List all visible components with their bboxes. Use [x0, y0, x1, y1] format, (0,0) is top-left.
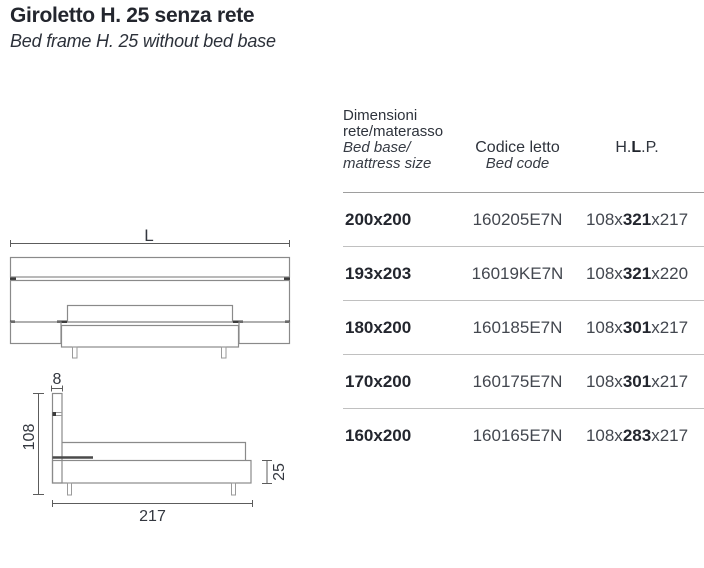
side-right-foot: [232, 483, 236, 495]
header-bed-code-en: Bed code: [485, 155, 550, 172]
size-cell: 160x200: [345, 425, 412, 445]
code-cell: 16019KE7N: [471, 263, 564, 283]
headboard-right-wing: [239, 322, 290, 344]
code-cell: 160185E7N: [472, 317, 563, 337]
spec-table: [343, 100, 704, 462]
front-right-foot: [222, 347, 227, 358]
hlp-cell: 108x283x217: [585, 425, 689, 445]
side-height-label: 108: [21, 423, 38, 451]
header-dimensions-it-line2: rete/materasso: [343, 123, 444, 140]
code-cell: 160205E7N: [472, 209, 563, 229]
header-bed-code-it: Codice letto: [475, 139, 560, 156]
code-cell: 160175E7N: [472, 371, 563, 391]
header-bed-code: [465, 140, 570, 172]
header-dimensions: [343, 108, 465, 172]
headboard-top-band: [11, 258, 290, 278]
header-dimensions-en-line1: Bed base/: [343, 139, 411, 156]
page-subtitle: Bed frame H. 25 without bed base: [10, 31, 276, 52]
hlp-cell: 108x321x217: [585, 209, 689, 229]
table-row: [343, 193, 704, 247]
front-width-label: L: [144, 226, 154, 245]
size-cell: 170x200: [345, 371, 412, 391]
hlp-cell: 108x301x217: [585, 317, 689, 337]
side-thickness-dimension: [51, 371, 63, 392]
hlp-cell: 108x301x217: [585, 371, 689, 391]
side-thickness-label: 8: [52, 371, 62, 388]
side-left-foot: [68, 483, 72, 495]
side-frame-height-dimension: [262, 461, 288, 484]
headboard-profile: [53, 394, 63, 484]
bed-frame-front: [62, 326, 239, 348]
front-width-dimension: [10, 226, 290, 247]
size-cell: 193x203: [345, 263, 412, 283]
headboard-body: [11, 281, 290, 323]
header-hlp: H.L.P.: [615, 139, 659, 156]
size-cell: 200x200: [345, 209, 412, 229]
side-depth-label: 217: [139, 508, 166, 525]
table-row: [343, 409, 704, 462]
side-height-dimension: [21, 393, 44, 495]
spec-table-header: [343, 100, 704, 193]
side-view-drawing: [21, 371, 288, 525]
size-cell: 180x200: [345, 317, 412, 337]
header-dimensions-it-line1: Dimensioni: [343, 107, 418, 124]
header-dimensions-en-line2: mattress size: [343, 155, 432, 172]
table-row: [343, 247, 704, 301]
headboard-left-wing: [11, 322, 62, 344]
hlp-cell: 108x321x220: [585, 263, 689, 283]
bed-frame-side: [53, 461, 252, 484]
side-frame-height-label: 25: [271, 463, 288, 481]
side-depth-dimension: [52, 500, 253, 525]
front-left-foot: [73, 347, 78, 358]
page-title: Giroletto H. 25 senza rete: [10, 4, 255, 27]
table-row: [343, 355, 704, 409]
bed-base-front: [68, 306, 233, 323]
front-view-drawing: [10, 226, 290, 358]
code-cell: 160165E7N: [472, 425, 563, 445]
table-row: [343, 301, 704, 355]
